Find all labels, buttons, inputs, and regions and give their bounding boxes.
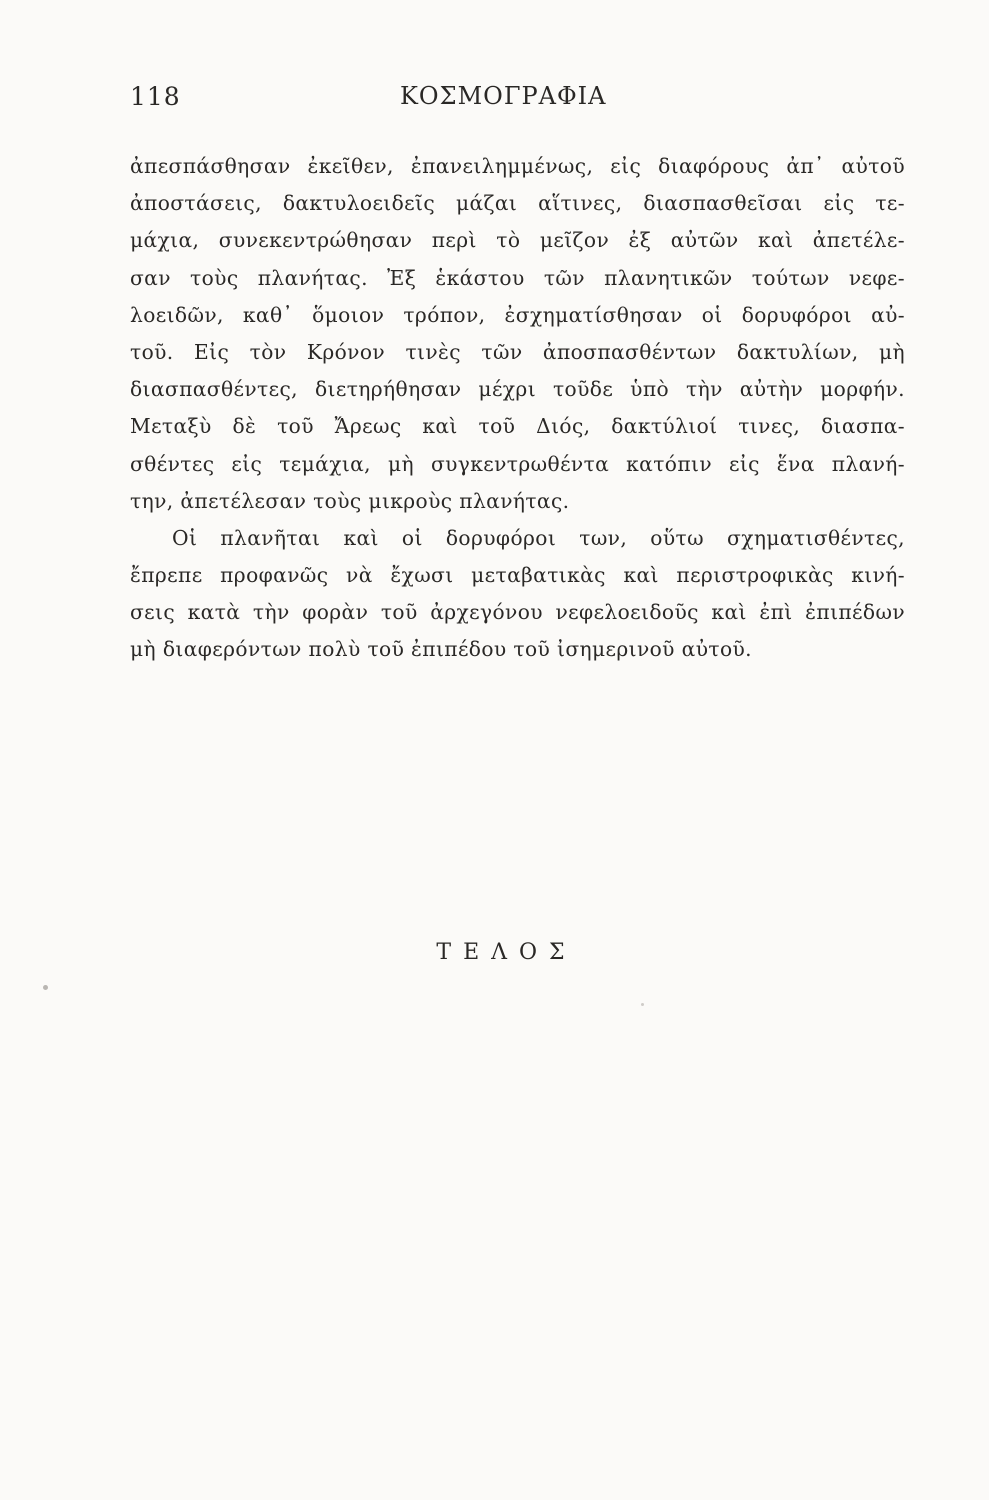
running-head: ΚΟΣΜΟΓΡΑΦΙΑ: [400, 82, 607, 110]
text-line: σθέντες εἰς τεμάχια, μὴ συγκεντρωθέντα κατόπιν εἰς ἕνα πλανή-: [130, 451, 905, 476]
text-line: ἀποστάσεις, δακτυλοειδεῖς μάζαι αἵτινες, διασπασθεῖσαι εἰς τε-: [130, 191, 905, 216]
text-line: μὴ διαφερόντων πολὺ τοῦ ἐπιπέδου τοῦ ἰσημερινοῦ αὐτοῦ.: [130, 637, 752, 662]
body-text: [130, 148, 905, 669]
text-line: λοειδῶν, καθ᾿ ὅμοιον τρόπον, ἐσχηματίσθησαν οἱ δορυφόροι αὐ-: [130, 302, 905, 327]
text-line: ἀπεσπάσθησαν ἐκεῖθεν, ἐπανειλημμένως, εἰς διαφόρους ἀπ᾿ αὐτοῦ: [130, 154, 905, 178]
page-number: 118: [130, 82, 181, 111]
text-line: Οἱ πλανῆται καὶ οἱ δορυφόροι των, οὕτω σχηματισθέντες,: [172, 525, 905, 550]
end-word: ΤΕΛΟΣ: [436, 940, 577, 965]
text-line: σαν τοὺς πλανήτας. Ἐξ ἑκάστου τῶν πλανητικῶν τούτων νεφε-: [130, 265, 905, 290]
paragraph-1: [130, 148, 905, 520]
text-line: τοῦ. Εἰς τὸν Κρόνον τινὲς τῶν ἀποσπασθέντων δακτυλίων, μὴ: [130, 339, 905, 364]
text-line: Μεταξὺ δὲ τοῦ Ἄρεως καὶ τοῦ Διός, δακτύλιοί τινες, διασπα-: [130, 414, 905, 439]
paper-speck: [641, 1003, 644, 1006]
text-line: ἔπρεπε προφανῶς νὰ ἔχωσι μεταβατικὰς καὶ περιστροφικὰς κινή-: [130, 563, 905, 588]
paragraph-2: [130, 520, 905, 669]
text-line: σεις κατὰ τὴν φορὰν τοῦ ἀρχεγόνου νεφελοειδοῦς καὶ ἐπὶ ἐπιπέδων: [130, 600, 905, 625]
paper-speck: [43, 985, 48, 990]
text-line: διασπασθέντες, διετηρήθησαν μέχρι τοῦδε ὑπὸ τὴν αὐτὴν μορφήν.: [130, 377, 905, 402]
text-line: την, ἀπετέλεσαν τοὺς μικροὺς πλανήτας.: [130, 488, 570, 513]
text-line: μάχια, συνεκεντρώθησαν περὶ τὸ μεῖζον ἐξ αὐτῶν καὶ ἀπετέλε-: [130, 228, 905, 253]
